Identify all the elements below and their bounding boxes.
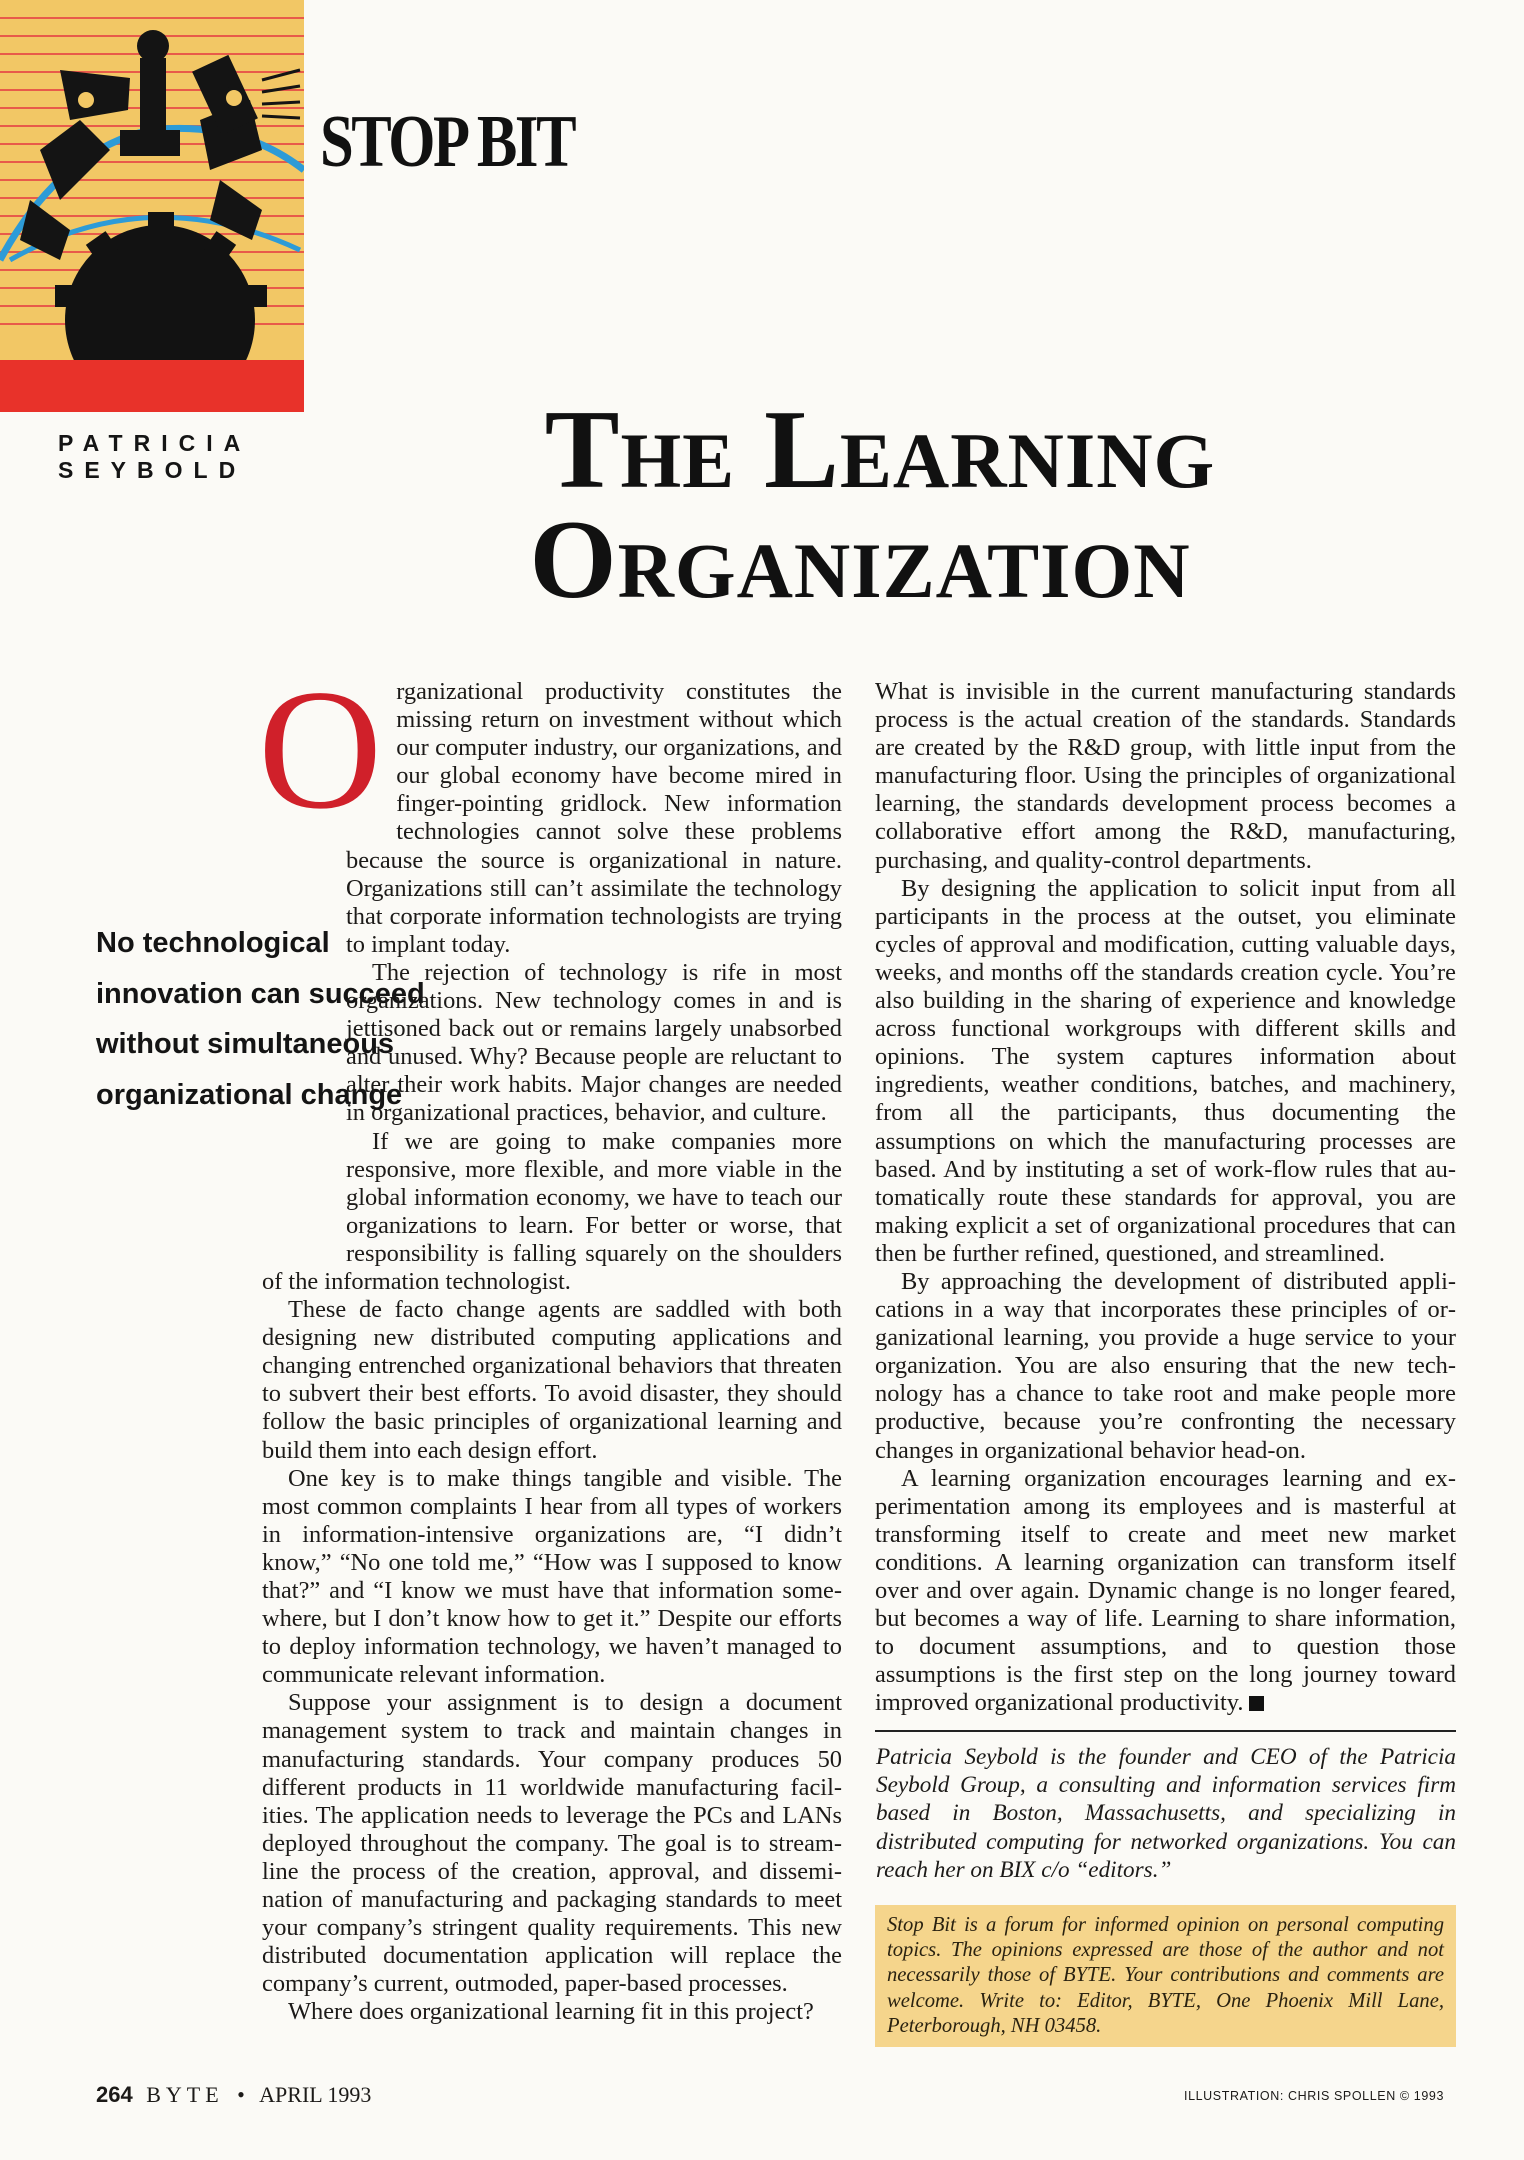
pull-quote-line: organizational change [96,1078,403,1111]
drop-cap: O [258,655,383,845]
author-last-name: SEYBOLD [58,457,247,483]
author-bio: Patricia Seybold is the founder and CEO of the Patricia Seybold Group, a consulting and information services firm based in Boston, Massachusetts, and specializing in distributed computing for networked organizations. You can reach her on BIX c/o “editors.” [876,1744,1456,1883]
article-paragraph [875,1465,1456,1718]
page-number: 264 [96,2082,133,2107]
pull-quote-line: innovation can succeed [96,977,425,1010]
stop-bit-note: Stop Bit is a forum for informed opinion on personal computing topics. The opinions expressed are those of the author and not necessarily those of BYTE. Your contributions and comments are welcome. Write to: Editor, BYTE, One Phoenix Mill Lane, Peterborough, NH 03458. [887,1914,1444,2037]
page-footer [96,2082,371,2108]
article-title-line1: The Learning [544,388,1216,512]
article-paragraph: What is invisible in the current manufacturing standards process is the actual creation of the standards. Standards are created by the R&D group, with little input from the manufacturing floor. Using the principles of organizational learning, the standards development process becomes a collaborative effort among the R&D, manufacturing, purchasing, and quality-control departments. [875,678,1456,874]
article-paragraph: The rejection of technology is rife in most organizations. New technology comes in and is jettisoned back out or remains largely unabsorbed and unused. Why? Because people are reluctant to alter their work habits. Major changes are needed in organizational practices, behavior, and culture. [346,958,842,1127]
article-paragraph: rganizational productivity constitutes the missing return on investment without which our computer industry, our organizations, and our global economy have become mired in finger-pointing gridlock. New information technologies cannot solve these problems because the source is organizational in nature. Organizations still can’t assimilate the technology that corporate information technologists are trying to implant today. [346,678,842,958]
stop-bit-illustration-icon [0,0,304,412]
article-title-line2: Organization [529,498,1191,622]
magazine-name: BYTE [146,2082,224,2107]
article-paragraph: Suppose your assignment is to design a document management system to track and maintain changes in manufacturing standards. Your company produces 50 different products in 11 worldwide manufacturing facilities. The application needs to leverage the PCs and LANs deployed throughout the company. The goal is to streamline the process of the creation, approval, and dissemination of manufacturing and packaging standards to meet your company’s stringent quality requirements. This new distributed documentation application will replace the company’s current, outmoded, paper-based processes. [262,1689,842,1998]
author-first-name: PATRICIA [58,430,252,456]
issue-date: APRIL 1993 [259,2082,372,2107]
article-paragraph: If we are going to make companies more responsive, more flexible, and more viable in the global information economy, we have to teach our organizations to learn. For better or worse, that responsibility is falling squarely on the shoulders of the information technologist. [262,1127,842,1295]
article-paragraph: By designing the application to solicit input from all participants in the process at the outset, you eliminate cycles of approval and modification, cutting valuable days, weeks, and months off the standards creation cycle. You’re also building in the sharing of experience and knowledge across functional workgroups with different skills and opinions. The system captures information about ingredients, weather conditions, batches, and machinery, from all the participants, thus documenting the assumptions on which the manufacturing processes are based. And by instituting a set of work-flow rules that automatically route these standards for approval, you are making explicit a set of organizational procedures that can then be further refined, questioned, and streamlined. [875,874,1456,1267]
stop-bit-note-box [875,1905,1456,2047]
pull-quote-line: No technological [96,927,330,959]
article-paragraph: Where does organizational learning fit in this project? [288,1998,814,2026]
pull-quote-spacer [82,992,346,1246]
article-column-right [875,678,1456,1717]
pull-quote-line: without simultaneous [96,1028,395,1060]
article-paragraph: One key is to make things tangible and visible. The most common complaints I hear from all types of workers in information-intensive organizations are, “I didn’t know,” “No one told me,” “How was I supposed to know that?” and “I know we must have that information somewhere, but I don’t know how to get it.” Despite our efforts to deploy information technology, we haven’t managed to communicate relevant information. [262,1464,842,1689]
article-paragraph: These de facto change agents are saddled with both designing new distributed computing applications and changing entrenched organizational behaviors that threaten to subvert their best efforts. To avoid disaster, they should follow the basic principles of organizational learning and build them into each design effort. [262,1296,842,1464]
end-mark-icon [1249,1696,1264,1711]
bio-divider [875,1730,1456,1732]
article-paragraph: By approaching the development of distributed applications in a way that incorporates these principles of organizational learning, you provide a huge service to your organization. You are also ensuring that the new technology has a chance to take root and make people more productive, because you’re confronting the necessary changes in organizational behavior head-on. [875,1267,1456,1464]
article-paragraph-text: A learning organization encourages learning and experimentation among its employees and is masterful at transforming itself to create and meet new market conditions. A learning organization can transform itself over and over again. Dynamic change is no longer feared, but becomes a way of life. Learning to share information, to document assumptions, and to question those assumptions is the first step on the long journey toward improved organizational productivity. [875,1464,1456,1717]
footer-separator: • [237,2082,245,2107]
illustration-credit: ILLUSTRATION: CHRIS SPOLLEN © 1993 [1184,2089,1445,2103]
column-label: STOP BIT [320,101,575,183]
